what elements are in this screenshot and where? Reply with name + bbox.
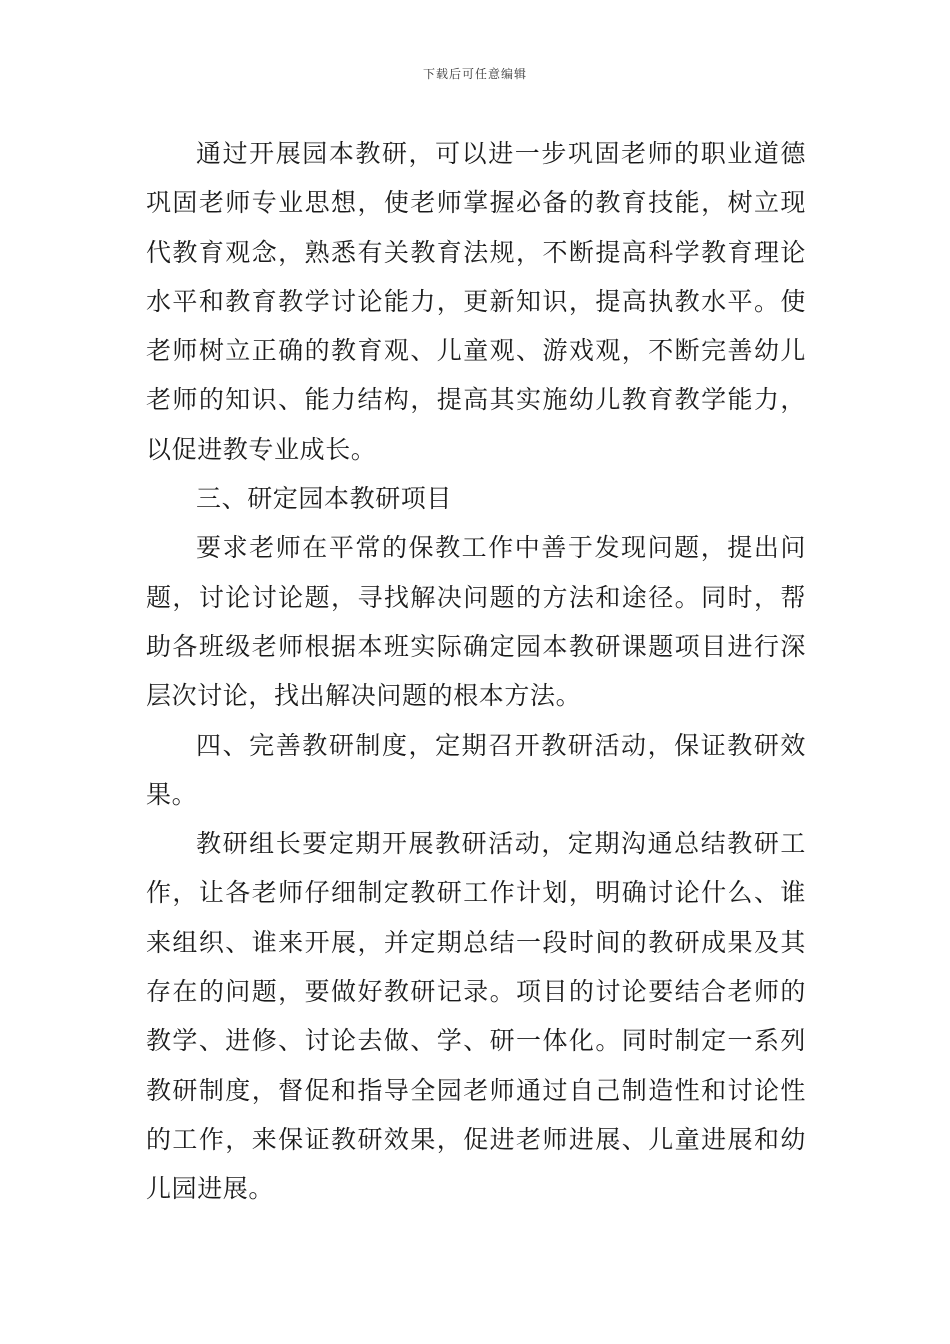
section-heading-4: 四、完善教研制度，定期召开教研活动，保证教研效果。 — [146, 730, 806, 809]
header-note: 下载后可任意编辑 — [422, 67, 527, 81]
section-heading-3: 三、研定园本教研项目 — [196, 484, 453, 514]
paragraph-system: 教研组长要定期开展教研活动，定期沟通总结教研工作，让各老师仔细制定教研工作计划，明确讨论什么、谁来组织、谁来开展，并定期总结一段时间的教研成果及其存在的问题，要做好教研记录。项目的讨论要结合老师的教学、进修、讨论去做、学、研一体化。同时制定一系列教研制度，督促和指导全园老师通过自己制造性和讨论性的工作，来保证教研效果，促进老师进展、儿童进展和幼儿园进展。 — [146, 829, 806, 1204]
paragraph-projects: 要求老师在平常的保教工作中善于发现问题，提出问题，讨论讨论题，寻找解决问题的方法和途径。同时，帮助各班级老师根据本班实际确定园本教研课题项目进行深层次讨论，找出解决问题的根本方法。 — [146, 533, 806, 711]
paragraph-purpose: 通过开展园本教研，可以进一步巩固老师的职业道德巩固老师专业思想，使老师掌握必备的教育技能，树立现代教育观念，熟悉有关教育法规，不断提高科学教育理论水平和教育教学讨论能力，更新知识，提高执教水平。使老师树立正确的教育观、儿童观、游戏观，不断完善幼儿老师的知识、能力结构，提高其实施幼儿教育教学能力，以促进教专业成长。 — [146, 139, 806, 464]
document-body — [146, 129, 806, 1214]
